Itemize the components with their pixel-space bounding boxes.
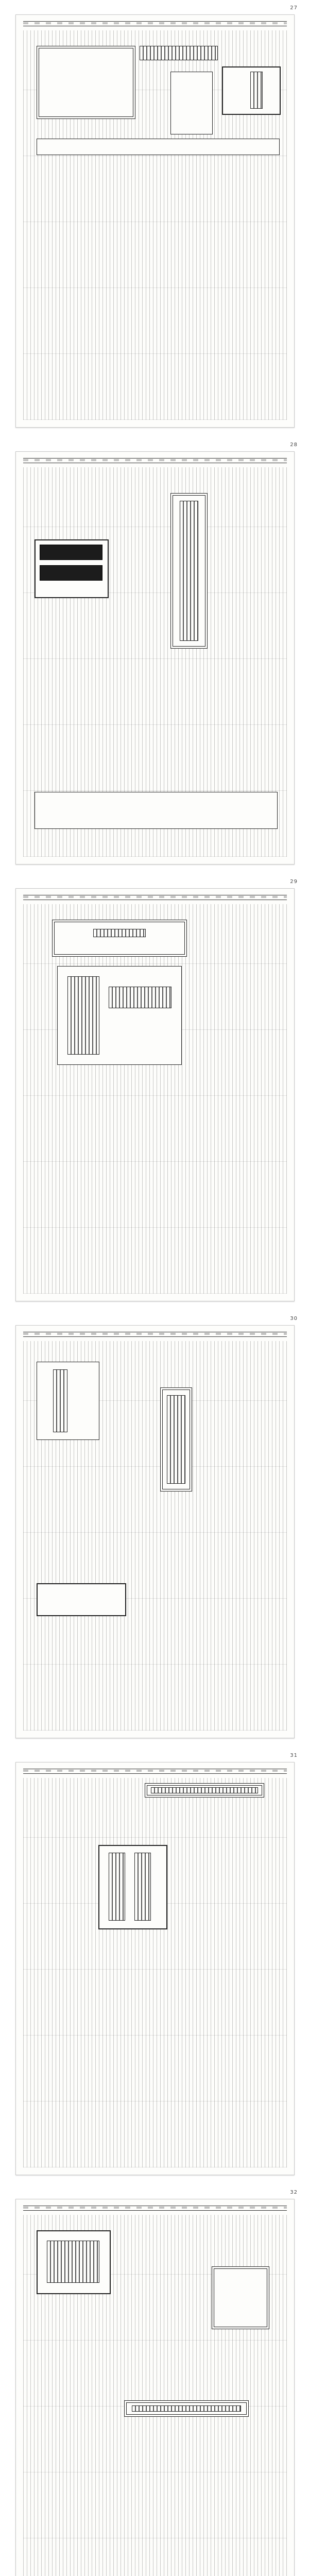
page-number: 30: [290, 1316, 298, 1321]
text-columns: [23, 1778, 287, 2167]
chart-entries: [67, 976, 99, 1055]
page-number: 32: [290, 2190, 298, 2195]
newspaper-page: [15, 2199, 295, 2576]
masthead-text: [23, 459, 287, 461]
article-box: [37, 1362, 99, 1440]
headline-box: [140, 46, 218, 60]
page-number: 31: [290, 1753, 298, 1758]
masthead-text: [23, 22, 287, 24]
feature-banner: [40, 565, 102, 581]
headline-text: [132, 2405, 241, 2412]
feature-title: [47, 2241, 99, 2283]
vertical-headline: [109, 1853, 125, 1921]
vertical-headline: [180, 501, 198, 641]
masthead-text: [23, 1333, 287, 1335]
masthead-text: [23, 896, 287, 898]
notice-title: [93, 929, 146, 937]
newspaper-page: [15, 451, 295, 865]
text-columns: [23, 904, 287, 1294]
boxed-notice: [37, 1583, 126, 1616]
advertisement: [35, 792, 278, 829]
advertisement: [37, 139, 280, 155]
vertical-headline: [53, 1369, 67, 1432]
headline-text: [151, 1787, 258, 1793]
vertical-headline: [167, 1395, 185, 1484]
page-number: 28: [290, 442, 298, 448]
page-number: 27: [290, 5, 298, 11]
vertical-headline: [250, 72, 263, 109]
feature-banner: [40, 545, 102, 560]
masthead-text: [23, 2207, 287, 2209]
chart-entries: [109, 987, 171, 1008]
vertical-headline: [134, 1853, 151, 1921]
newspaper-page: [15, 888, 295, 1301]
page-number: 29: [290, 879, 298, 885]
boxed-notice: [52, 920, 187, 957]
masthead-text: [23, 1770, 287, 1772]
headline-box: [37, 46, 135, 119]
article-box: [170, 72, 213, 134]
newspaper-page: [15, 1762, 295, 2175]
newspaper-page: [15, 1325, 295, 1738]
headline-box: [212, 2266, 269, 2329]
newspaper-page: [15, 14, 295, 428]
